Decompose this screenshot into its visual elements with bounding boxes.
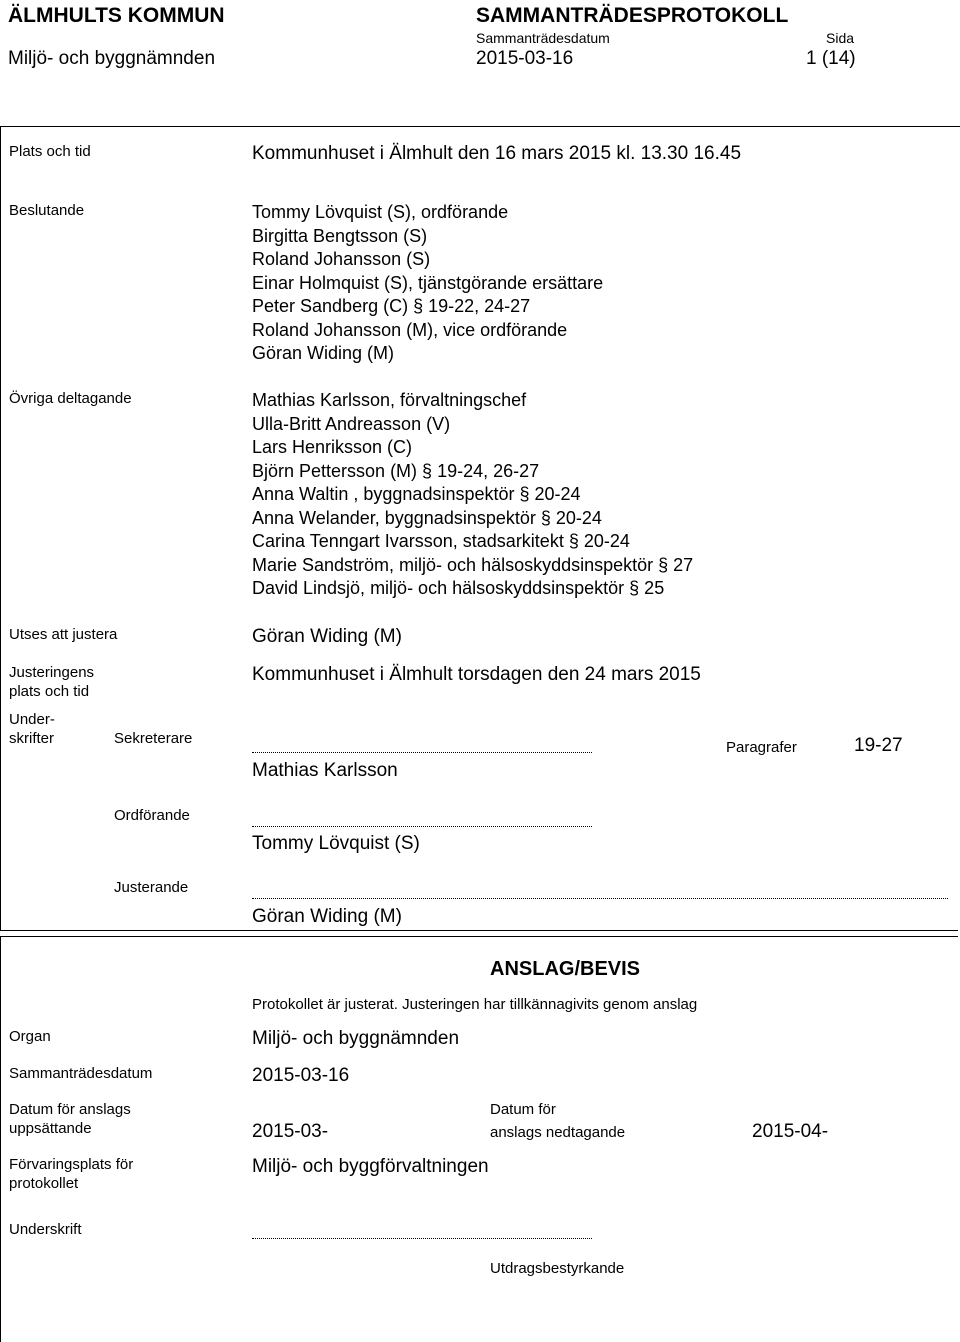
meeting-date-value: 2015-03-16 <box>252 1065 350 1086</box>
adjusting-signature-line <box>252 898 948 899</box>
place-label: Plats och tid <box>9 143 91 160</box>
storage-label-2: protokollet <box>9 1175 79 1192</box>
date-label: Sammanträdesdatum <box>476 30 610 46</box>
secretary-signature-line <box>252 752 592 753</box>
list-item: Mathias Karlsson, förvaltningschef <box>252 390 527 410</box>
chair-label: Ordförande <box>114 807 190 824</box>
notice-statement: Protokollet är justerat. Justeringen har tillkännagivits genom anslag <box>252 996 698 1013</box>
frame-left <box>0 126 1 931</box>
adjuster-label: Utses att justera <box>9 626 118 643</box>
page-label: Sida <box>826 30 855 46</box>
signature-label: Underskrift <box>9 1221 82 1238</box>
document-type: SAMMANTRÄDESPROTOKOLL <box>476 4 789 27</box>
list-item: Carina Tenngart Ivarsson, stadsarkitekt § 20-24 <box>252 531 630 551</box>
paragraphs-value: 19-27 <box>854 735 903 756</box>
notice-signature-line <box>252 1238 592 1239</box>
list-item: Einar Holmquist (S), tjänstgörande ersättare <box>252 272 604 293</box>
adjust-place-value: Kommunhuset i Älmhult torsdagen den 24 mars 2015 <box>252 664 701 685</box>
secretary-name: Mathias Karlsson <box>252 760 398 781</box>
others-label: Övriga deltagande <box>9 390 132 407</box>
adjuster-name: Göran Widing (M) <box>252 626 402 647</box>
committee-name: Miljö- och byggnämnden <box>8 48 216 69</box>
adjust-place-label-1: Justeringens <box>9 664 95 681</box>
list-item: Peter Sandberg (C) § 19-22, 24-27 <box>252 296 531 316</box>
list-item: Anna Waltin , byggnadsinspektör § 20-24 <box>252 484 581 504</box>
posted-label-1: Datum för anslags <box>9 1101 131 1118</box>
list-item: Lars Henriksson (C) <box>252 437 413 457</box>
removed-label-1: Datum för <box>490 1101 556 1118</box>
list-item: Göran Widing (M) <box>252 343 395 363</box>
posted-date: 2015-03- <box>252 1121 329 1142</box>
certifier-label: Utdragsbestyrkande <box>490 1260 625 1277</box>
signatures-label-1: Under- <box>9 711 55 728</box>
list-item: Tommy Lövquist (S), ordförande <box>252 202 509 222</box>
paragraphs-label: Paragrafer <box>726 739 797 756</box>
adjusting-label: Justerande <box>114 879 189 896</box>
list-item: Ulla-Britt Andreasson (V) <box>252 413 451 434</box>
others-list <box>252 389 693 601</box>
decision-label: Beslutande <box>9 202 85 219</box>
notice-frame-left <box>0 936 1 1342</box>
adjusting-name: Göran Widing (M) <box>252 906 402 927</box>
adjust-place-label-2: plats och tid <box>9 683 90 700</box>
signatures-label-2: skrifter <box>9 730 54 747</box>
storage-value: Miljö- och byggförvaltningen <box>252 1156 489 1177</box>
chair-name: Tommy Lövquist (S) <box>252 833 420 854</box>
chair-signature-line <box>252 826 592 827</box>
list-item: Anna Welander, byggnadsinspektör § 20-24 <box>252 507 602 528</box>
notice-frame-top <box>0 936 958 937</box>
municipality-name: ÄLMHULTS KOMMUN <box>8 4 225 27</box>
list-item: Roland Johansson (S) <box>252 249 431 269</box>
place-value: Kommunhuset i Älmhult den 16 mars 2015 kl. 13.30 16.45 <box>252 143 742 164</box>
storage-label-1: Förvaringsplats för <box>9 1156 134 1173</box>
page-number: 1 (14) <box>806 48 856 69</box>
posted-label-2: uppsättande <box>9 1120 92 1137</box>
frame-top <box>0 126 960 127</box>
list-item: David Lindsjö, miljö- och hälsoskyddsinspektör § 25 <box>252 578 665 598</box>
list-item: Birgitta Bengtsson (S) <box>252 225 428 246</box>
list-item: Roland Johansson (M), vice ordförande <box>252 319 568 340</box>
meeting-date-label: Sammanträdesdatum <box>9 1065 153 1082</box>
organ-value: Miljö- och byggnämnden <box>252 1028 460 1049</box>
frame-bottom <box>0 930 958 931</box>
list-item: Björn Pettersson (M) § 19-24, 26-27 <box>252 460 540 481</box>
organ-label: Organ <box>9 1028 51 1045</box>
meeting-date: 2015-03-16 <box>476 48 574 69</box>
removed-date: 2015-04- <box>752 1121 829 1142</box>
secretary-label: Sekreterare <box>114 730 193 747</box>
removed-label-2: anslags nedtagande <box>490 1124 626 1141</box>
notice-title: ANSLAG/BEVIS <box>490 958 641 980</box>
list-item: Marie Sandström, miljö- och hälsoskyddsinspektör § 27 <box>252 554 694 575</box>
decision-members-list <box>252 201 603 366</box>
